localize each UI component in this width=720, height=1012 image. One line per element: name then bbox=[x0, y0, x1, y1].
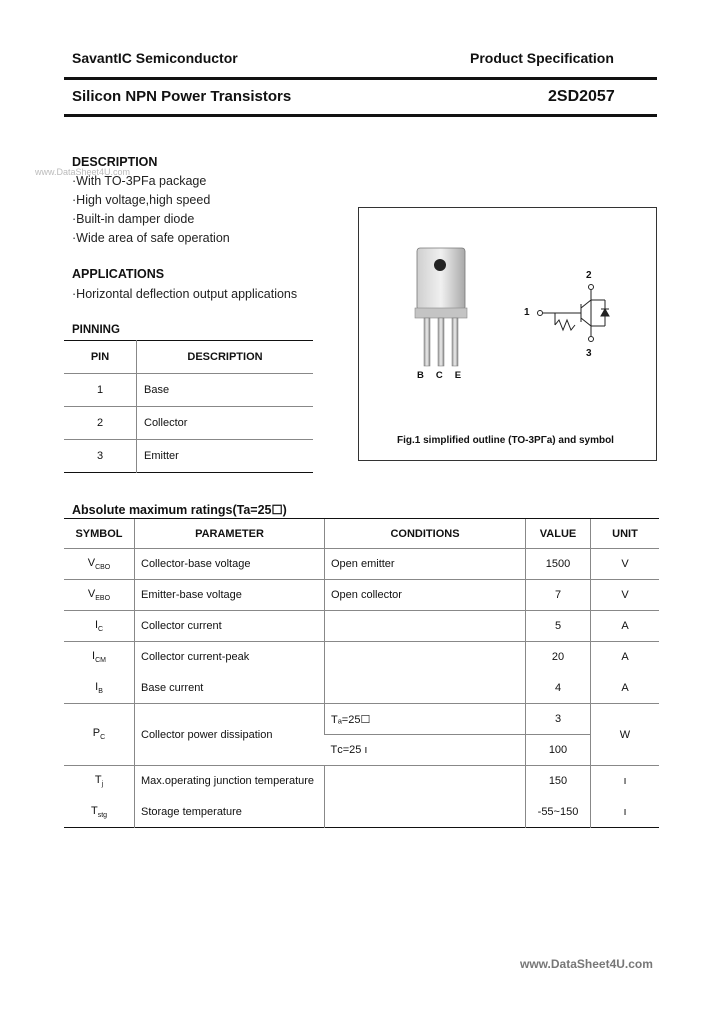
value-cell: 1500 bbox=[526, 549, 591, 580]
transistor-symbol bbox=[538, 285, 610, 342]
conditions-cell bbox=[325, 766, 526, 828]
value-header: VALUE bbox=[526, 519, 591, 549]
parameter-cell: Emitter-base voltage bbox=[135, 580, 325, 611]
symbol-cell: $T_{stg}$ bbox=[90, 804, 108, 819]
conditions-cell: Open emitter bbox=[325, 549, 526, 580]
symbol-cell: $V_{CBO}$ bbox=[64, 549, 135, 580]
symbol-cell: $I_C$ bbox=[64, 611, 135, 642]
pin-label-3: 3 bbox=[586, 348, 592, 359]
conditions-cell bbox=[325, 611, 526, 642]
pin-description: Base bbox=[144, 384, 170, 396]
symbol-cell: $T_j$ bbox=[64, 766, 135, 797]
conditions-cell: Open collector bbox=[325, 580, 526, 611]
doc-type: Product Specification bbox=[470, 50, 614, 66]
conditions-cell bbox=[325, 642, 526, 704]
pin-label-1: 1 bbox=[524, 307, 530, 318]
pin-number: 1 bbox=[64, 374, 137, 407]
unit-cell: W bbox=[591, 704, 660, 766]
unit-cell: V bbox=[591, 549, 660, 580]
lead-label-c: C bbox=[435, 370, 455, 381]
value-cell: 100 bbox=[526, 735, 591, 766]
symbol-cell: $I_B$ bbox=[95, 680, 103, 695]
unit-cell: V bbox=[591, 580, 660, 611]
pin-label-2: 2 bbox=[586, 270, 592, 281]
pin-description: Collector bbox=[144, 417, 188, 429]
conditions-cell: Tᴄ=25 ı bbox=[325, 735, 526, 766]
figure-caption: Fig.1 simplified outline (TO-3PΓa) and symbol bbox=[397, 435, 614, 446]
pin-description-header: DESCRIPTION bbox=[187, 351, 263, 363]
pinning-table bbox=[64, 340, 313, 473]
lead-labels bbox=[417, 370, 473, 381]
conditions-header: CONDITIONS bbox=[325, 519, 526, 549]
watermark-top: www.DataSheet4U.com bbox=[35, 167, 131, 177]
lead-label-b: B bbox=[417, 370, 436, 381]
header-rule-top bbox=[64, 77, 657, 80]
description-item: ·With TO-3PFa package bbox=[72, 174, 207, 188]
figure-box bbox=[358, 207, 657, 461]
applications-title: APPLICATIONS bbox=[72, 267, 165, 281]
parameter-cell: Collector current-peak bbox=[135, 642, 325, 673]
description-item: ·Wide area of safe operation bbox=[72, 231, 230, 245]
parameter-header: PARAMETER bbox=[135, 519, 325, 549]
watermark-bottom: www.DataSheet4U.com bbox=[520, 957, 653, 971]
value-cell: 150 bbox=[526, 766, 591, 797]
pin-description: Emitter bbox=[144, 450, 179, 462]
unit-cell: A bbox=[591, 673, 660, 704]
unit-header: UNIT bbox=[591, 519, 660, 549]
symbol-cell: $V_{EBO}$ bbox=[64, 580, 135, 611]
header-rule-bottom bbox=[64, 114, 657, 117]
symbol-header: SYMBOL bbox=[64, 519, 135, 549]
symbol-cell: $I_{CM}$ bbox=[64, 642, 135, 673]
product-line: Silicon NPN Power Transistors bbox=[72, 88, 292, 105]
description-item: ·High voltage,high speed bbox=[72, 193, 211, 207]
pin-number: 2 bbox=[64, 407, 137, 440]
parameter-cell: Base current bbox=[135, 673, 325, 704]
unit-cell: A bbox=[591, 642, 660, 673]
description-item: ·Built-in damper diode bbox=[72, 212, 195, 226]
pin-header: PIN bbox=[64, 341, 137, 374]
pinning-title: PINNING bbox=[72, 324, 120, 336]
value-cell: 20 bbox=[526, 642, 591, 673]
parameter-cell: Storage temperature bbox=[135, 797, 325, 828]
description-title: DESCRIPTION bbox=[72, 155, 158, 169]
symbol-cell: $P_C$ bbox=[64, 704, 135, 766]
value-cell: 7 bbox=[526, 580, 591, 611]
unit-cell: A bbox=[591, 611, 660, 642]
pin-number: 3 bbox=[64, 440, 137, 473]
value-cell: 4 bbox=[526, 673, 591, 704]
company-name: SavantIC Semiconductor bbox=[72, 50, 238, 66]
parameter-cell: Collector current bbox=[135, 611, 325, 642]
value-cell: 3 bbox=[526, 704, 591, 735]
unit-cell: ı bbox=[591, 797, 660, 828]
parameter-cell: Collector-base voltage bbox=[135, 549, 325, 580]
part-number: 2SD2057 bbox=[548, 88, 615, 105]
parameter-cell: Collector power dissipation bbox=[135, 704, 325, 766]
conditions-cell: Tₐ=25☐ bbox=[325, 704, 526, 735]
value-cell: -55~150 bbox=[526, 797, 591, 828]
ratings-table bbox=[64, 518, 659, 828]
unit-cell: ı bbox=[591, 766, 660, 797]
applications-item: ·Horizontal deflection output applications bbox=[72, 287, 298, 301]
parameter-cell: Max.operating junction temperature bbox=[135, 766, 325, 797]
to3pfa-package-drawing bbox=[359, 208, 656, 460]
lead-label-e: E bbox=[454, 370, 474, 381]
value-cell: 5 bbox=[526, 611, 591, 642]
ratings-title: Absolute maximum ratings(Ta=25☐) bbox=[72, 503, 287, 517]
